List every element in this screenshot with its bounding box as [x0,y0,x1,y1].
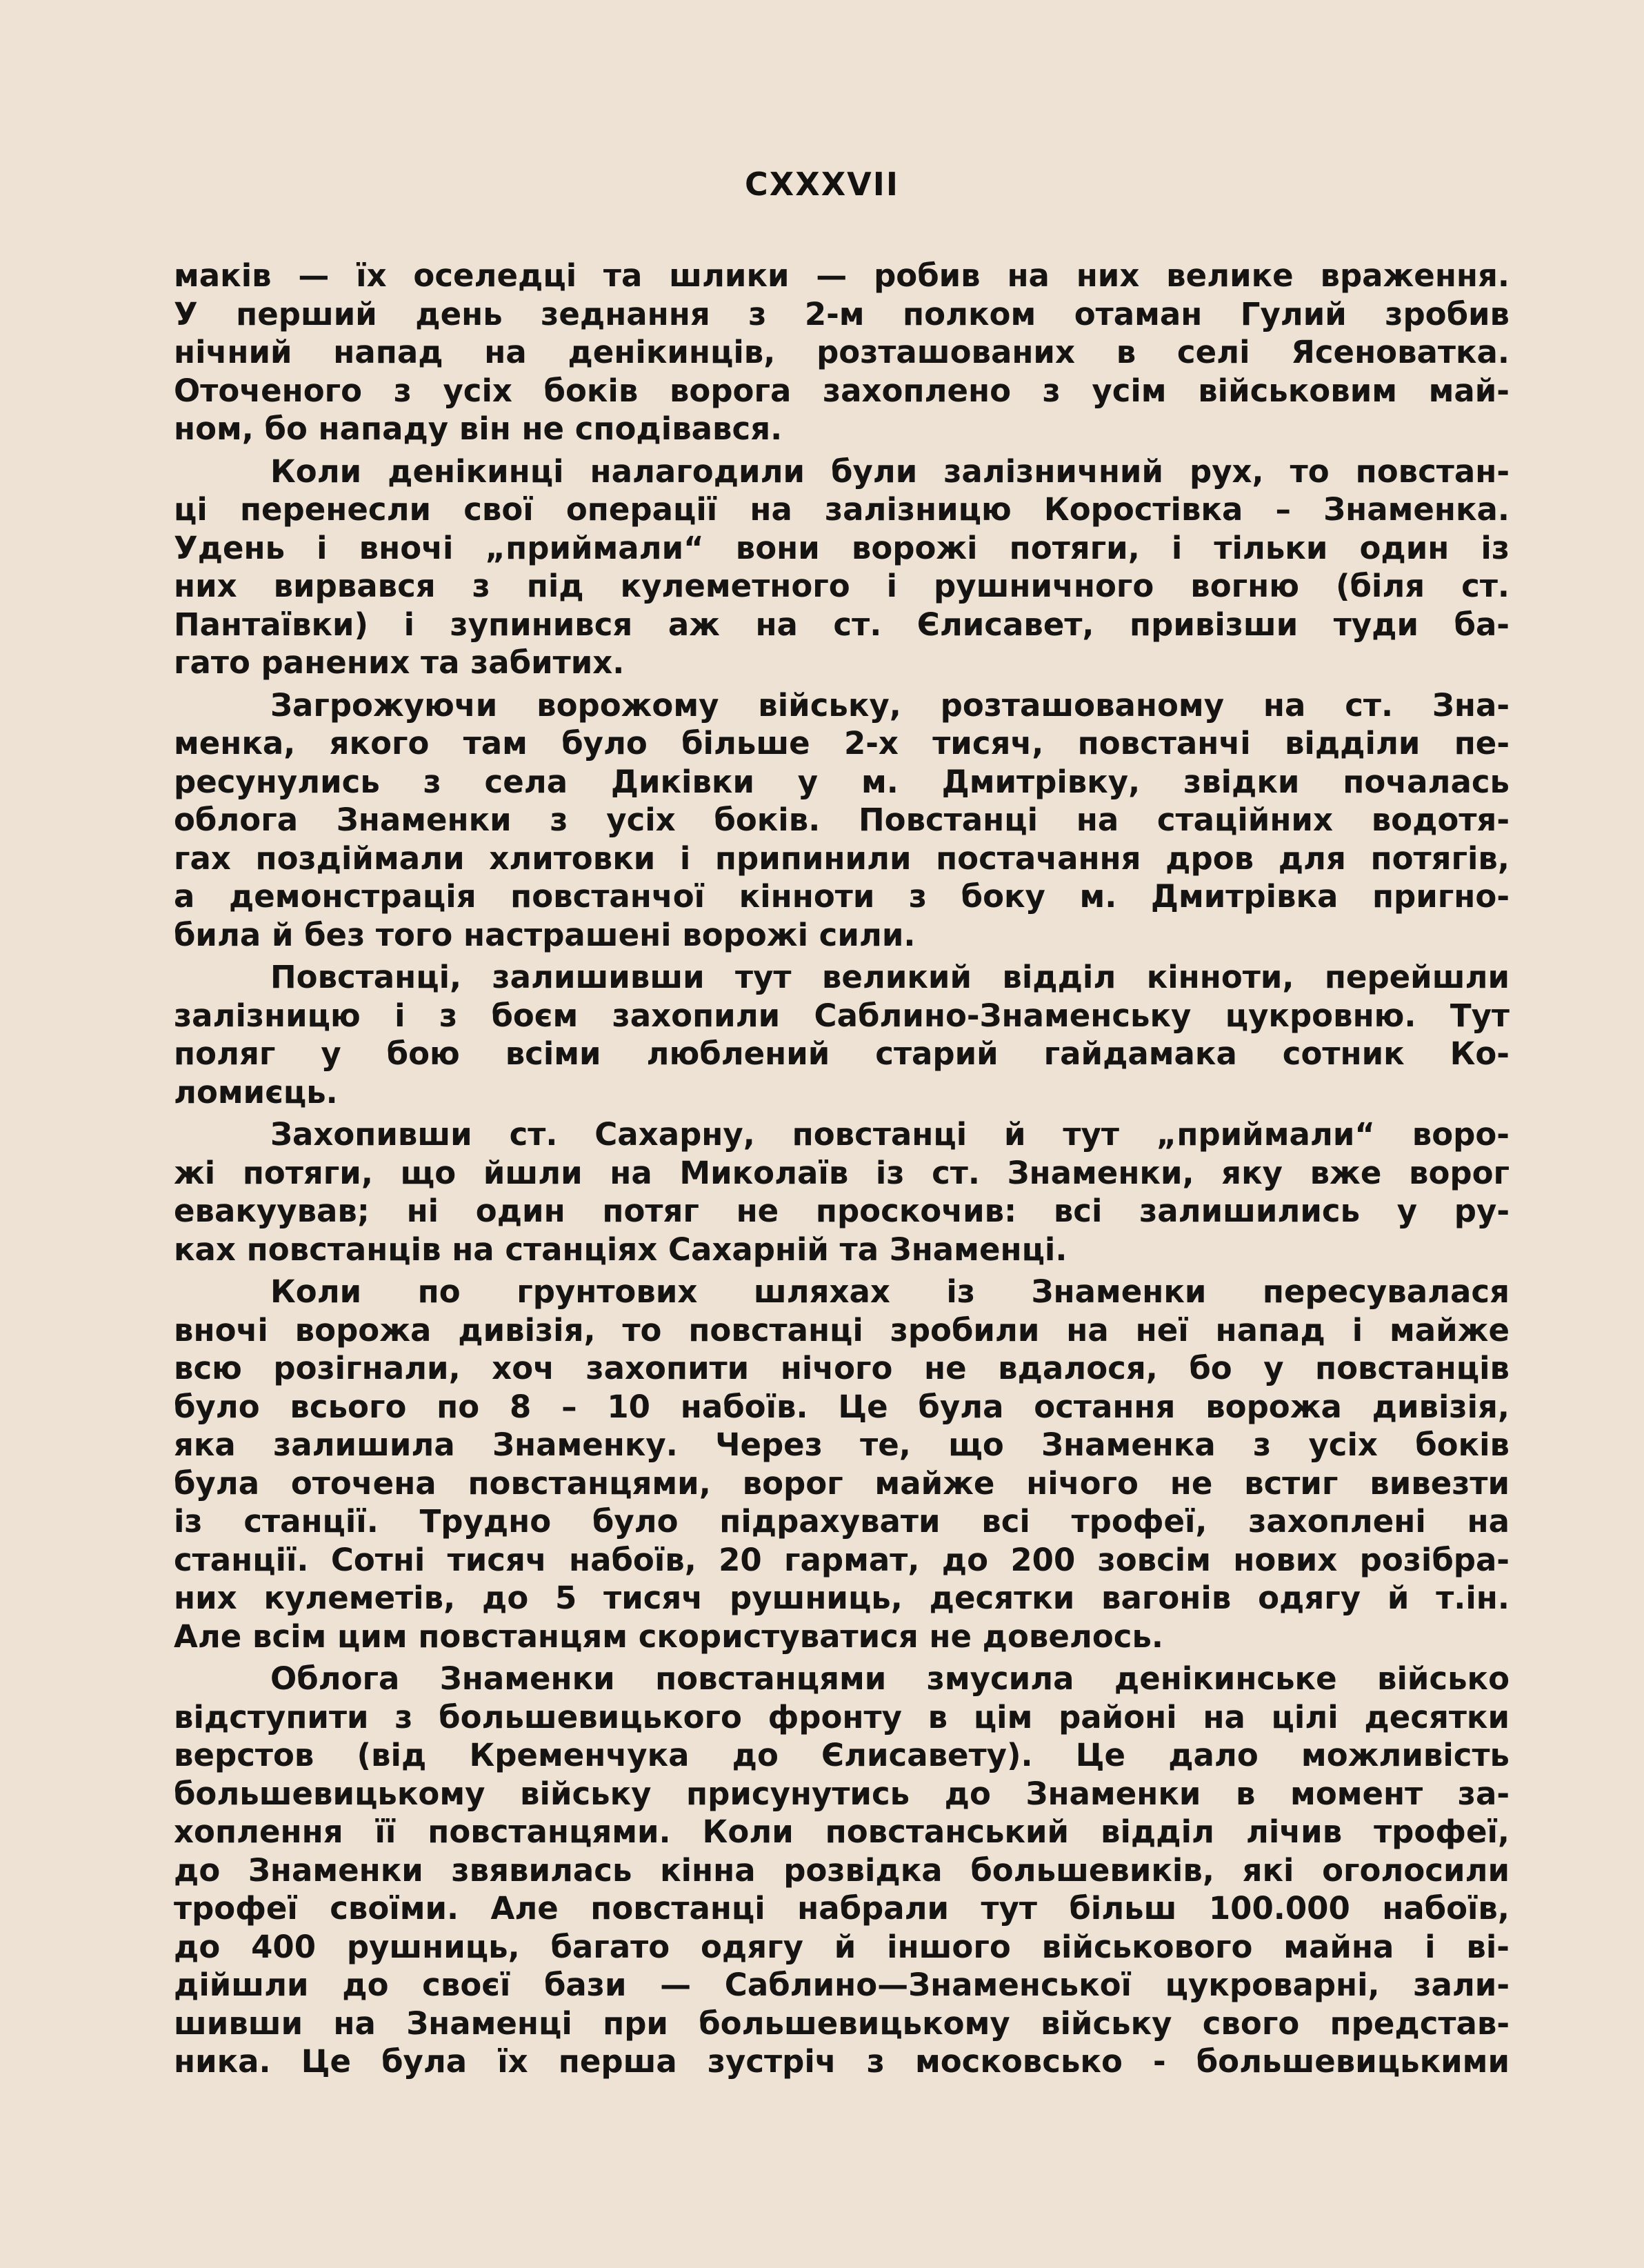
paragraph [174,1273,1510,1655]
text-line: У перший день зеднання з 2-м полком отаман Гулий зробив [174,295,1510,332]
text-line: Оточеного з усіх боків ворога захоплено з усім військовим май- [174,372,1510,409]
text-line: дійшли до своєї бази — Саблино—Знаменської цукроварні, зали- [174,1967,1510,2003]
text-line: Загрожуючи ворожому війську, розташованому на ст. Зна- [270,686,1510,724]
paragraph [174,686,1510,955]
page-number: CXXXVII [745,166,899,203]
text-line: хоплення її повстанцями. Коли повстанський відділ лічив трофеї, [174,1813,1510,1850]
text-line: евакуував; ні один потяг не проскочив: всі залишились у ру- [174,1193,1510,1229]
text-line: ках повстанців на станціях Сахарній та Знаменці. [174,1231,1067,1268]
text-line: із станції. Трудно було підрахувати всі трофеї, захоплені на [174,1503,1510,1540]
text-line: гато ранених та забитих. [174,644,625,681]
text-line: ці перенесли свої операції на залізницю Коростівка – Знаменка. [174,491,1510,528]
text-line: верстов (від Кременчука до Єлисавету). Це дало можливість [174,1737,1510,1773]
text-line: Коли по грунтових шляхах із Знаменки пересувалася [270,1273,1510,1310]
text-line: була оточена повстанцями, ворог майже нічого не встиг вивезти [174,1464,1510,1502]
text-line: Але всім цим повстанцям скористуватися не довелось. [174,1618,1164,1655]
text-line: нічний напад на денікинців, розташованих в селі Ясеноватка. [174,334,1510,370]
text-line: облога Знаменки з усіх боків. Повстанці на стаційних водотя- [174,802,1510,838]
text-line: жі потяги, що йшли на Миколаїв із ст. Знаменки, яку вже ворог [174,1154,1510,1191]
paragraph [174,452,1510,682]
text-line: трофеї своїми. Але повстанці набрали тут більш 100.000 набоїв, [174,1890,1510,1927]
text-line: відступити з большевицького фронту в цім районі на цілі десятки [174,1698,1510,1735]
text-line: поляг у бою всіми люблений старий гайдамака сотник Ко- [174,1035,1510,1072]
text-line: було всього по 8 – 10 набоїв. Це була остання ворожа дивізія, [174,1388,1510,1425]
text-line: Повстанці, залишивши тут великий відділ кінноти, перейшли [270,959,1510,995]
text-line: яка залишила Знаменку. Через те, що Знаменка з усіх боків [174,1426,1510,1463]
paragraph [174,958,1510,1111]
text-line: вночі ворожа дивізія, то повстанці зробили на неї напад і майже [174,1311,1510,1349]
text-line: всю розігнали, хоч захопити нічого не вдалося, бо у повстанців [174,1350,1510,1386]
text-line: них вирвався з під кулеметного і рушничного вогню (біля ст. [174,568,1510,604]
text-line: менка, якого там було більше 2-х тисяч, повстанчі відділи пе- [174,725,1510,762]
text-line: Облога Знаменки повстанцями змусила денікинське військо [270,1660,1510,1697]
text-line: ном, бо нападу він не сподівався. [174,410,783,447]
text-line: Коли денікинці налагодили були залізничний рух, то повстан- [270,452,1510,490]
paragraph [174,1115,1510,1269]
body-text [174,257,1510,2085]
text-line: станції. Сотні тисяч набоїв, 20 гармат, до 200 зовсім нових розібра- [174,1541,1510,1578]
paragraph [174,1660,1510,2081]
text-line: била й без того настрашені ворожі сили. [174,916,916,953]
text-line: до Знаменки звявилась кінна розвідка большевиків, які оголосили [174,1851,1510,1889]
paragraph [174,257,1510,448]
text-line: шивши на Знаменці при большевицькому війську свого представ- [174,2005,1510,2042]
text-line: маків — їх оселедці та шлики — робив на них велике враження. [174,257,1510,294]
text-line: а демонстрація повстанчої кінноти з боку м. Дмитрівка пригно- [174,878,1510,915]
text-line: залізницю і з боєм захопили Саблино-Знаменську цукровню. Тут [174,997,1510,1034]
text-line: ресунулись з села Диківки у м. Дмитрівку, звідки почалась [174,763,1510,800]
text-line: них кулеметів, до 5 тисяч рушниць, десятки вагонів одягу й т.ін. [174,1580,1510,1616]
text-line: ника. Це була їх перша зустріч з московсько - большевицькими [174,2043,1510,2080]
text-line: до 400 рушниць, багато одягу й іншого військового майна і ві- [174,1928,1510,1965]
text-line: большевицькому війську присунутись до Знаменки в момент за- [174,1775,1510,1812]
text-line: гах поздіймали хлитовки і припинили постачання дров для потягів, [174,839,1510,877]
text-line: Удень і вночі „приймали“ вони ворожі потяги, і тільки один із [174,529,1510,566]
text-line: ломиєць. [174,1073,338,1111]
text-line: Захопивши ст. Сахарну, повстанці й тут „приймали“ воро- [270,1116,1510,1153]
text-line: Пантаївки) і зупинився аж на ст. Єлисавет, привізши туди ба- [174,606,1510,643]
